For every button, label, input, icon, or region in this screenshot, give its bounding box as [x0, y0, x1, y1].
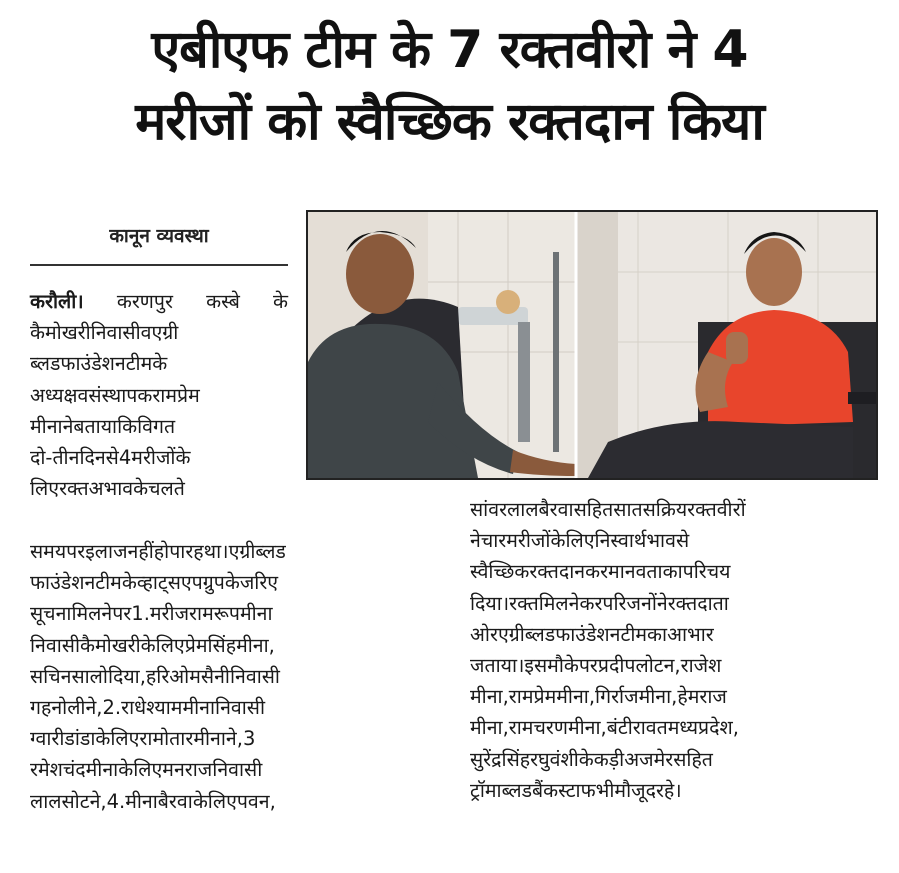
photo-left-donor — [308, 212, 576, 478]
article-line: सांवरलालबैरवासहितसातसक्रियरक्तवीरों — [470, 498, 746, 521]
category-label: कानून व्यवस्था — [109, 225, 209, 247]
article-line: गहनोलीने,2.राधेश्याममीनानिवासी — [30, 696, 266, 720]
photo-right-donor — [578, 212, 876, 478]
article-line: ग्वारीडांडाकेलिएरामोतारमीनाने,3 — [30, 727, 256, 751]
article-line: अध्यक्षवसंस्थापकरामप्रेम — [30, 383, 200, 407]
category-divider — [30, 264, 288, 266]
article-line: ब्लडफाउंडेशनटीमके — [30, 352, 168, 376]
news-photo — [306, 210, 878, 480]
article-line: सुरेंद्रसिंहरघुवंशीकेकड़ीअजमेरसहित — [470, 747, 713, 771]
headline-line-2: मरीजों को स्वैच्छिक रक्तदान किया — [135, 92, 764, 152]
article-column-3 — [470, 494, 878, 806]
dateline: करौली। — [30, 290, 84, 313]
article-line: नेचारमरीजोंकेलिएनिस्वार्थभावसे — [470, 529, 690, 553]
article-line: कैमोखरीनिवासीवएग्री — [30, 321, 179, 345]
headline — [0, 14, 899, 158]
article-line: लालसोटने,4.मीनाबैरवाकेलिएपवन, — [30, 789, 276, 813]
headline-line-1: एबीएफ टीम के 7 रक्तवीरो ने 4 — [151, 20, 748, 80]
article-line: ओरएग्रीब्लडफाउंडेशनटीमकाआभार — [470, 622, 714, 646]
article-column-2 — [30, 536, 442, 817]
article-line: स्वैच्छिकरक्तदानकरमानवताकापरिचय — [470, 560, 731, 584]
article-line: सचिनसालोदिया,हरिओमसैनीनिवासी — [30, 664, 280, 688]
article-line: करौली। करणपुर कस्बे के — [30, 290, 288, 313]
article-line: मीना,रामप्रेममीना,गिर्राजमीना,हेमराज — [470, 685, 727, 709]
article-line: सूचनामिलनेपर1.मरीजरामरूपमीना — [30, 602, 273, 626]
article-line: मीनानेबतायाकिविगत — [30, 414, 176, 438]
article-line: समयपरइलाजनहींहोपारहथा।एग्रीब्लड — [30, 540, 286, 563]
article-line: जताया।इसमौकेपरप्रदीपलोटन,राजेश — [470, 654, 722, 678]
article-line: रमेशचंदमीनाकेलिएमनराजनिवासी — [30, 758, 263, 782]
article-column-1 — [30, 286, 288, 504]
article-line: ट्रॉमाब्लडबैंकस्टाफभीमौजूदरहे। — [470, 778, 682, 802]
article-line: दिया।रक्तमिलनेकरपरिजनोंनेरक्तदाता — [470, 591, 729, 615]
article-line: मीना,रामचरणमीना,बंटीरावतमध्यप्रदेश, — [470, 716, 739, 740]
article-line: दो-तीनदिनसे4मरीजोंके — [30, 446, 191, 470]
article-line: निवासीकैमोखरीकेलिएप्रेमसिंहमीना, — [30, 633, 275, 657]
article-line: लिएरक्तअभावकेचलते — [30, 477, 185, 501]
article-line: फाउंडेशनटीमकेव्हाट्सएपग्रुपकेजरिए — [30, 571, 279, 595]
